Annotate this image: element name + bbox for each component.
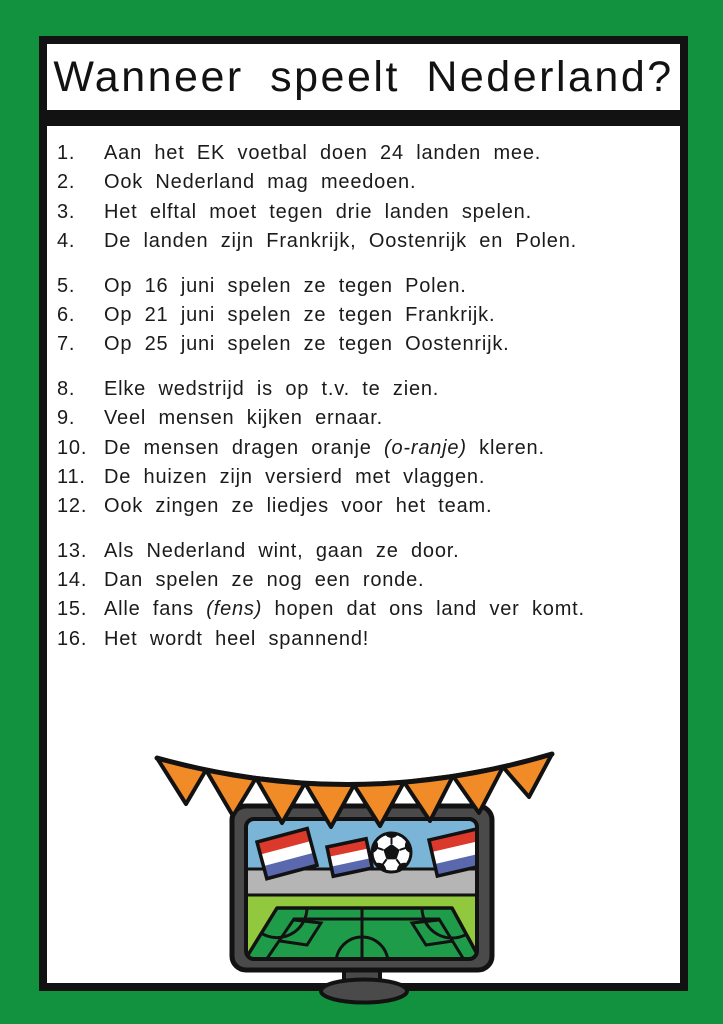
tv-football-illustration bbox=[134, 741, 589, 1005]
list-item bbox=[47, 330, 680, 359]
item-number: 1. bbox=[57, 142, 76, 164]
item-text-pre: Aan het EK voetbal doen 24 landen mee. bbox=[104, 142, 542, 164]
item-number: 14. bbox=[57, 569, 88, 592]
dutch-flag-icon bbox=[327, 839, 372, 877]
item-number: 7. bbox=[57, 333, 76, 356]
item-number: 12. bbox=[57, 495, 88, 518]
list-item bbox=[47, 272, 680, 301]
page-title: Wanneer speelt Nederland? bbox=[53, 52, 674, 101]
item-text bbox=[104, 495, 492, 517]
item-number: 10. bbox=[57, 436, 88, 459]
item-text-pre: Op 25 juni spelen ze tegen Oostenrijk. bbox=[104, 333, 510, 356]
list-item bbox=[47, 566, 680, 595]
list-item bbox=[47, 139, 680, 168]
list-item bbox=[47, 434, 680, 463]
item-text bbox=[104, 230, 577, 252]
list-item bbox=[47, 375, 680, 404]
list-item bbox=[47, 537, 680, 566]
item-text-pre: Ook Nederland mag meedoen. bbox=[104, 171, 417, 194]
item-text-pre: Ook zingen ze liedjes voor het team. bbox=[104, 495, 493, 518]
item-text-pre: Op 16 juni spelen ze tegen Polen. bbox=[104, 274, 467, 297]
list-item bbox=[47, 595, 680, 624]
list-item bbox=[47, 463, 680, 492]
item-text bbox=[104, 466, 485, 488]
item-number: 15. bbox=[57, 598, 88, 621]
item-text-pre: Als Nederland wint, gaan ze door. bbox=[104, 539, 460, 562]
item-text-italic: (o-ranje) bbox=[384, 436, 467, 459]
item-text-pre: Veel mensen kijken ernaar. bbox=[104, 407, 383, 430]
sentence-list bbox=[47, 139, 680, 654]
item-text-pre: Het wordt heel spannend! bbox=[104, 627, 370, 650]
tv-icon bbox=[232, 806, 492, 970]
list-item bbox=[47, 492, 680, 521]
item-text-pre: Dan spelen ze nog een ronde. bbox=[104, 569, 425, 592]
item-text-pre: Alle fans bbox=[104, 598, 207, 621]
list-item bbox=[47, 301, 680, 330]
list-item bbox=[47, 227, 680, 256]
item-text-pre: De huizen zijn versierd met vlaggen. bbox=[104, 465, 486, 488]
item-text bbox=[104, 628, 369, 650]
item-text-post: kleren. bbox=[466, 436, 545, 459]
item-number: 9. bbox=[57, 407, 76, 430]
item-text-pre: Elke wedstrijd is op t.v. te zien. bbox=[104, 377, 440, 400]
item-text-pre: De mensen dragen oranje bbox=[104, 436, 385, 459]
item-text-pre: Op 21 juni spelen ze tegen Frankrijk. bbox=[104, 303, 496, 326]
item-text bbox=[104, 333, 510, 355]
item-text-pre: De landen zijn Frankrijk, Oostenrijk en Polen. bbox=[104, 230, 577, 253]
item-text-italic: (fens) bbox=[206, 598, 263, 621]
item-text bbox=[104, 275, 467, 297]
item-number: 16. bbox=[57, 627, 88, 650]
title-box bbox=[39, 36, 688, 118]
item-text bbox=[104, 171, 416, 193]
item-text bbox=[104, 142, 541, 164]
list-item bbox=[47, 198, 680, 227]
item-number: 13. bbox=[57, 539, 88, 562]
item-number: 4. bbox=[57, 230, 76, 253]
item-text bbox=[104, 598, 585, 620]
item-text bbox=[104, 378, 439, 400]
item-text bbox=[104, 407, 383, 429]
list-item bbox=[47, 168, 680, 197]
item-text-pre: Het elftal moet tegen drie landen spelen. bbox=[104, 200, 532, 223]
list-item bbox=[47, 625, 680, 654]
item-text bbox=[104, 201, 532, 223]
item-text-post: hopen dat ons land ver komt. bbox=[262, 598, 585, 621]
item-number: 8. bbox=[57, 377, 76, 400]
item-text bbox=[104, 540, 459, 562]
tv-screen bbox=[238, 815, 486, 965]
item-text bbox=[104, 304, 495, 326]
item-number: 2. bbox=[57, 171, 76, 194]
item-number: 6. bbox=[57, 303, 76, 326]
list-item bbox=[47, 404, 680, 433]
item-text bbox=[104, 569, 424, 591]
item-number: 5. bbox=[57, 274, 76, 297]
item-number: 11. bbox=[57, 465, 86, 488]
item-number: 3. bbox=[57, 200, 76, 223]
football-pitch bbox=[238, 895, 485, 965]
item-text bbox=[104, 437, 545, 459]
